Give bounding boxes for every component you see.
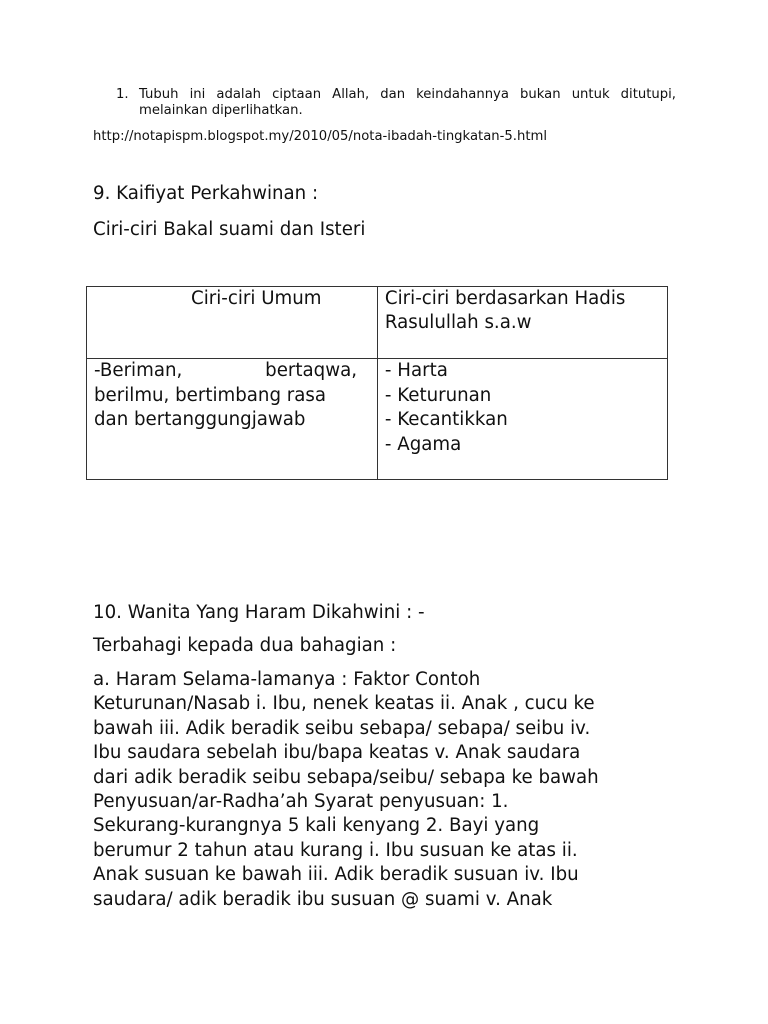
paragraph-line: Ibu saudara sebelah ibu/bapa keatas v. Anak saudara — [93, 742, 581, 764]
general-criteria-line: berilmu, bertimbang rasa — [94, 384, 327, 406]
header-hadith-label — [378, 287, 667, 336]
section-9-heading: 9. Kaifiyat Perkahwinan : — [93, 183, 319, 204]
section-9-subheading: Ciri-ciri Bakal suami dan Isteri — [93, 219, 366, 240]
section-10-paragraph — [93, 668, 683, 912]
paragraph-line: saudara/ adik beradik ibu susuan @ suami v. Anak — [93, 888, 553, 910]
section-10-heading: 10. Wanita Yang Haram Dikahwini : - — [93, 602, 425, 623]
table-header-row — [87, 287, 668, 359]
header-general-label: Ciri-ciri Umum — [191, 288, 322, 309]
general-criteria-line — [94, 359, 357, 383]
general-criteria-word: bertaqwa, — [265, 360, 357, 382]
paragraph-line: berumur 2 tahun atau kurang i. Ibu susuan ke atas ii. — [93, 839, 578, 861]
criteria-table — [86, 286, 668, 480]
paragraph-line: Keturunan/Nasab i. Ibu, nenek keatas ii. Anak , cucu ke — [93, 693, 595, 715]
hadith-criteria-list — [378, 359, 667, 457]
paragraph-line: Anak susuan ke bawah iii. Adik beradik susuan iv. Ibu — [93, 864, 579, 886]
general-criteria-word: -Beriman, — [94, 360, 183, 382]
hadith-criteria-item: - Agama — [384, 433, 462, 455]
source-url: http://notapispm.blogspot.my/2010/05/nota-ibadah-tingkatan-5.html — [93, 129, 548, 144]
paragraph-line: a. Haram Selama-lamanya : Faktor Contoh — [93, 669, 481, 690]
general-criteria-text — [87, 359, 364, 432]
cell-hadith-criteria — [377, 359, 667, 480]
list-number: 1. — [116, 87, 129, 102]
header-hadith-line-1: Ciri-ciri berdasarkan Hadis — [384, 288, 626, 309]
section-10-intro: Terbahagi kepada dua bahagian : — [93, 635, 397, 656]
general-criteria-line: dan bertanggungjawab — [94, 409, 306, 431]
paragraph-line: dari adik beradik seibu sebapa/seibu/ sebapa ke bawah — [93, 766, 599, 788]
paragraph-line: Penyusuan/ar-Radha’ah Syarat penyusuan: 1. — [93, 791, 509, 813]
header-cell-general — [87, 287, 378, 359]
hadith-criteria-item: - Harta — [384, 360, 448, 382]
paragraph-line: Sekurang-kurangnya 5 kali kenyang 2. Bayi yang — [93, 815, 540, 837]
header-cell-hadith — [377, 287, 667, 359]
list-item-text: Tubuh ini adalah ciptaan Allah, dan keindahannya bukan untuk ditutupi, melainkan diperlihatkan. — [139, 87, 676, 118]
paragraph-line: bawah iii. Adik beradik seibu sebapa/ sebapa/ seibu iv. — [93, 717, 591, 739]
table-row — [87, 359, 668, 480]
header-hadith-line-2: Rasulullah s.a.w — [384, 312, 532, 334]
hadith-criteria-item: - Kecantikkan — [384, 409, 508, 431]
cell-general-criteria — [87, 359, 378, 480]
hadith-criteria-item: - Keturunan — [384, 384, 492, 406]
